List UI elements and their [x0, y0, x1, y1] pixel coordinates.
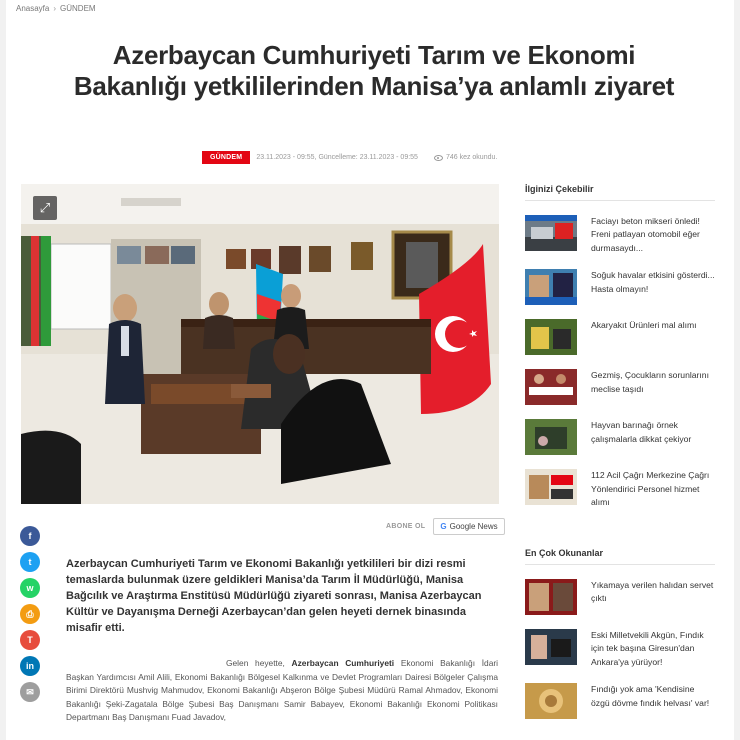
list-item-thumbnail [525, 469, 577, 505]
list-item-thumbnail [525, 269, 577, 305]
list-item[interactable] [525, 269, 715, 305]
list-item[interactable] [525, 629, 715, 669]
body-bold: Azerbaycan Cumhuriyeti [291, 658, 395, 668]
list-item[interactable] [525, 215, 715, 255]
breadcrumb [16, 4, 96, 13]
article-dates: 23.11.2023 - 09:55, Güncelleme: 23.11.2023 - 09:55 [256, 154, 418, 161]
expand-icon[interactable]: ⤢ [33, 196, 57, 220]
list-item-thumbnail [525, 683, 577, 719]
breadcrumb-home[interactable]: Anasayfa [16, 4, 50, 13]
chevron-right-icon: › [53, 4, 57, 13]
list-item-title[interactable]: Eski Milletvekili Akgün, Fındık için tek başına Giresun'dan Ankara'ya yürüyor! [591, 630, 704, 667]
category-badge[interactable]: GÜNDEM [202, 151, 250, 164]
breadcrumb-section[interactable]: GÜNDEM [60, 4, 96, 13]
list-item-title[interactable]: 112 Acil Çağrı Merkezine Çağrı Yönlendirici Personel hizmet alımı [591, 470, 710, 508]
list-item[interactable] [525, 683, 715, 719]
list-item-title[interactable]: Gezmiş, Çocukların sorunlarını meclise taşıdı [591, 370, 709, 394]
print-icon[interactable]: ⎙ [20, 604, 40, 624]
share-bar [20, 526, 40, 702]
google-news-button[interactable] [433, 518, 504, 535]
sidebar-most-read [525, 548, 715, 733]
list-item[interactable] [525, 469, 715, 509]
list-item-title[interactable]: Soğuk havalar etkisini gösterdi... Hasta olmayın! [591, 270, 715, 294]
article-body [66, 657, 498, 725]
whatsapp-icon[interactable]: w [20, 578, 40, 598]
twitter-icon[interactable]: t [20, 552, 40, 572]
list-item[interactable] [525, 319, 715, 355]
pinterest-icon[interactable]: T [20, 630, 40, 650]
article-hero-image[interactable] [21, 184, 499, 504]
view-count [434, 154, 497, 161]
follow-label: ABONE OL [386, 523, 426, 530]
list-item-thumbnail [525, 215, 577, 251]
article-meta [202, 151, 497, 164]
facebook-icon[interactable]: f [20, 526, 40, 546]
eye-icon [434, 155, 443, 161]
sidebar-suggested [525, 184, 715, 523]
article-lead: Azerbaycan Cumhuriyeti Tarım ve Ekonomi Bakanlığı yetkilileri bir dizi resmi temaslarda bulunmak üzere geldikleri Manisa’da Tarım İl Müdürlüğü, Manisa Bağcılık ve Araştırma Enstitüsü Müdürlüğü ziyareti sonrası, Manisa Azerbaycan Kültür ve Dayanışma Derneği Azerbaycan’dan gelen heyeti dernek binasında misafir etti. [66, 558, 482, 634]
linkedin-icon[interactable]: in [20, 656, 40, 676]
meeting-photo [21, 184, 499, 504]
list-item-thumbnail [525, 419, 577, 455]
list-item-thumbnail [525, 319, 577, 355]
google-news-logo-icon: G [440, 522, 447, 531]
list-item[interactable] [525, 579, 715, 615]
article-title: Azerbaycan Cumhuriyeti Tarım ve Ekonomi Bakanlığı yetkililerinden Manisa’ya anlamlı ziyaret [73, 40, 675, 101]
list-item-title[interactable]: Fındığı yok ama 'Kendisine özgü dövme fındık helvası' var! [591, 684, 710, 708]
list-item-title[interactable]: Faciayı beton mikseri önledi! Freni patlayan otomobil eğer durmasaydı... [591, 216, 700, 253]
view-count-label: 746 kez okundu. [445, 154, 498, 161]
follow-bar [386, 518, 505, 535]
list-item-thumbnail [525, 369, 577, 405]
google-news-label: Google News [449, 522, 498, 531]
body-rest: Ekonomi Bakanlığı İdari Başkan Yardımcısı Amil Alili, Ekonomi Bakanlığı Bölgesel Kalkınma ve Devlet Programları Dairesi Bölgeler Çalışma Birimi Direktörü Mushvig Mahmudov, Ekonomi Bakanlığı Abşeron Bölge Şubesi Müdürü Ramal Ahmadov, Ekonomi Bakanlığı Şeki-Zagatala Bölge Şubesi Baş Danışmanı Samir Babayev, Ekonomi Bakanlığı Ekonomi Politikası Departmanı Baş Danışmanı Fuad Javadov, [66, 658, 499, 723]
list-item[interactable] [525, 369, 715, 405]
list-item-title[interactable]: Akaryakıt Ürünleri mal alımı [591, 320, 697, 331]
body-pre: Gelen heyette, [226, 658, 292, 668]
list-item-thumbnail [525, 629, 577, 665]
sidebar-heading: En Çok Okunanlar [525, 548, 715, 565]
email-icon[interactable]: ✉ [20, 682, 40, 702]
list-item-thumbnail [525, 579, 577, 615]
sidebar-heading: İlginizi Çekebilir [525, 184, 715, 201]
list-item-title[interactable]: Yıkamaya verilen halıdan servet çıktı [591, 580, 714, 604]
list-item-title[interactable]: Hayvan barınağı örnek çalışmalarla dikkat çekiyor [591, 420, 692, 444]
list-item[interactable] [525, 419, 715, 455]
page [6, 0, 734, 740]
